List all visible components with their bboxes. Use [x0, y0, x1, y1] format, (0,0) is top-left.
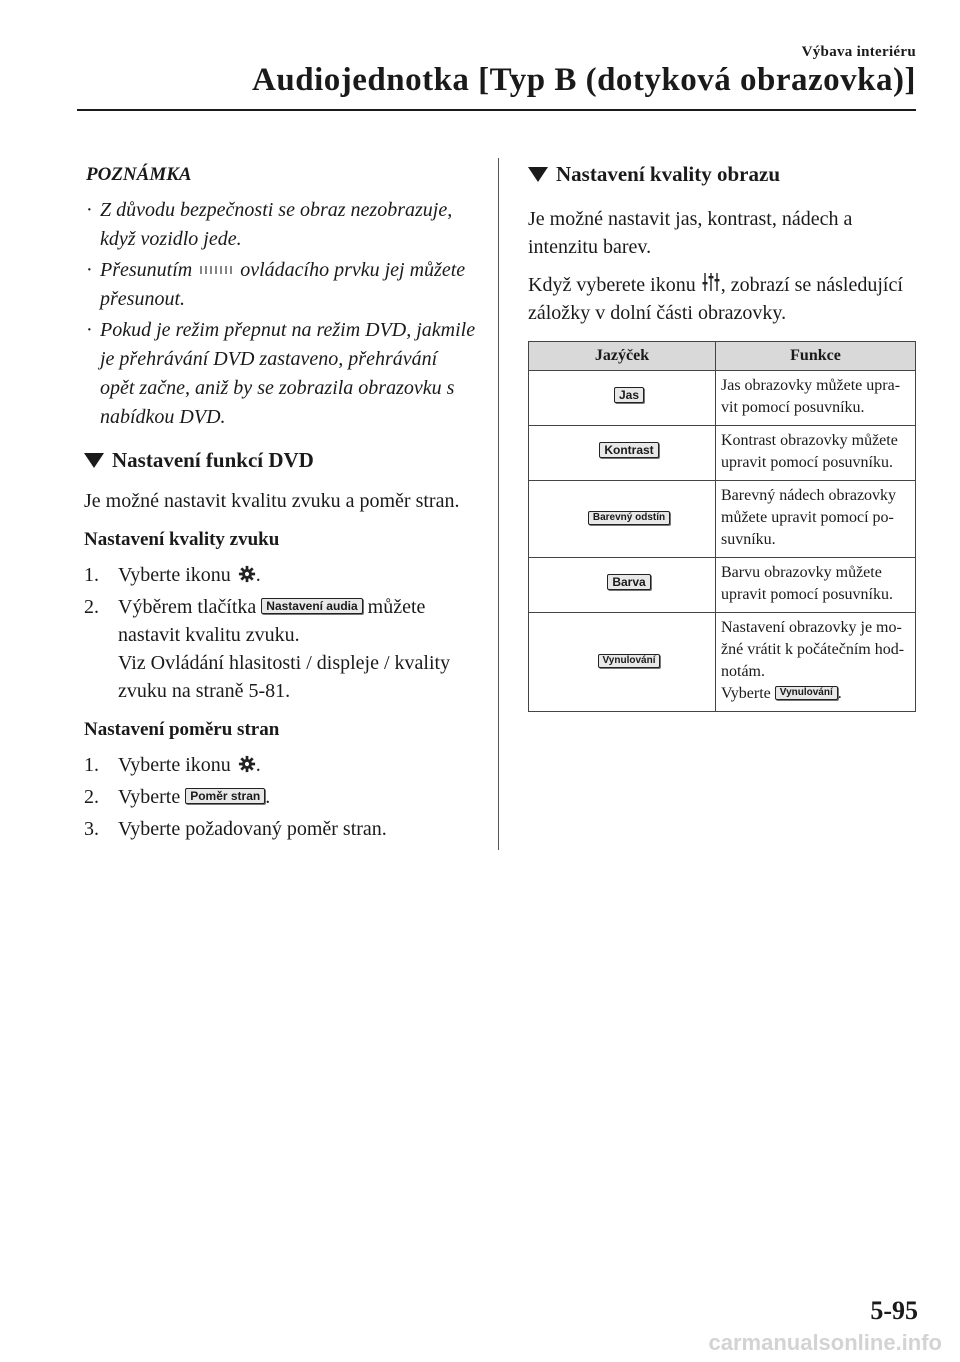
step [84, 815, 476, 843]
table-row [529, 558, 916, 613]
tab-button-reset: Vynulování [598, 654, 661, 668]
step-number: 1. [84, 564, 99, 586]
section-triangle-icon [528, 167, 548, 182]
grip-handle-icon [199, 265, 233, 275]
heading-text: Nastavení kvality obrazu [556, 162, 781, 186]
step-text: Vyberte ikonu [118, 564, 231, 586]
right-column [528, 158, 916, 712]
function-cell: Barvu obrazovky můžete upravit pomocí posuvníku. [716, 558, 916, 613]
dvd-intro: Je možné nastavit kvalitu zvuku a poměr stran. [84, 490, 460, 512]
column-header-tab: Jazýček [529, 342, 716, 371]
table-row [529, 481, 916, 558]
step-text: Vyberte požadovaný poměr stran. [118, 818, 387, 840]
extra-text: Vyberte [721, 685, 771, 702]
sliders-icon [702, 272, 720, 292]
step-end: . [255, 754, 261, 776]
tab-cell [529, 481, 716, 558]
intro-text: , zobrazí se následující záložky v dolní části obrazovky. [528, 274, 903, 324]
image-quality-intro-2 [528, 271, 916, 327]
note-text: ovládacího prvku jej můžete přesunout. [100, 259, 466, 310]
heading-text: Nastavení funkcí DVD [112, 448, 314, 472]
step-end: . [255, 564, 261, 586]
step-text: Vyberte [118, 786, 181, 808]
function-cell: Barevný nádech obrazovky můžete upravit pomocí po-suvníku. [716, 481, 916, 558]
extra-end: . [837, 685, 842, 702]
sound-quality-heading: Nastavení kvality zvuku [84, 529, 280, 550]
step-text: Vyberte ikonu [118, 754, 231, 776]
note-text: Pokud je režim přepnut na režim DVD, jakmile je přehrávání DVD zastaveno, přehrávání opět začne, aniž by se zobrazila obrazovku s nabídkou DVD. [100, 319, 476, 428]
tab-button-kontrast: Kontrast [599, 442, 658, 458]
function-cell: Jas obrazovky můžete upra-vit pomocí posuvníku. [716, 371, 916, 426]
dvd-settings-heading [84, 448, 476, 473]
aspect-ratio-heading: Nastavení poměru stran [84, 719, 280, 740]
step-text: Výběrem tlačítka [118, 596, 257, 618]
gear-icon [238, 755, 256, 773]
table-row [529, 426, 916, 481]
step-end: . [265, 786, 271, 808]
function-text: Nastavení obrazovky je mo-žné vrátit k počátečním hod-notám. [721, 619, 905, 680]
table-header-row [529, 342, 916, 371]
bullet: · [86, 259, 93, 281]
step-number: 2. [84, 786, 99, 808]
function-cell: Kontrast obrazovky můžete upravit pomocí posuvníku. [716, 426, 916, 481]
step [84, 593, 476, 705]
aspect-ratio-button: Poměr stran [185, 788, 265, 804]
tab-button-barva: Barva [607, 574, 650, 590]
step-number: 3. [84, 818, 99, 840]
left-column [84, 158, 476, 847]
step-reference: Viz Ovládání hlasitosti / displeje / kvality zvuku na straně 5-81. [118, 652, 451, 702]
image-quality-intro: Je možné nastavit jas, kontrast, nádech a intenzitu barev. [528, 208, 853, 258]
function-table [528, 341, 916, 712]
page-number: 5-95 [870, 1296, 918, 1325]
step-number: 2. [84, 596, 99, 618]
function-cell [716, 613, 916, 712]
note-item [84, 196, 476, 254]
note-item [84, 316, 476, 432]
table-row [529, 613, 916, 712]
page-title: Audiojednotka [Typ B (dotyková obrazovka)] [252, 62, 916, 98]
note-item [84, 256, 476, 314]
image-quality-heading [528, 162, 916, 187]
note-text: Z důvodu bezpečnosti se obraz nezobrazuje, když vozidlo jede. [100, 199, 453, 250]
column-divider [498, 158, 499, 850]
audio-settings-button: Nastavení audia [261, 598, 362, 614]
note-text: Přesunutím [100, 259, 193, 281]
function-extra [721, 683, 909, 705]
step [84, 751, 476, 779]
section-triangle-icon [84, 453, 104, 468]
step-number: 1. [84, 754, 99, 776]
header-rule [77, 109, 916, 111]
step [84, 561, 476, 589]
tab-button-hue: Barevný odstín [588, 511, 670, 525]
gear-icon [238, 565, 256, 583]
step [84, 783, 476, 811]
bullet: · [86, 199, 93, 221]
reset-button: Vynulování [775, 686, 838, 700]
tab-cell [529, 558, 716, 613]
tab-cell [529, 426, 716, 481]
table-row [529, 371, 916, 426]
intro-text: Když vyberete ikonu [528, 274, 696, 296]
step-text: můžete nastavit kvalitu zvuku. [118, 596, 426, 646]
tab-button-jas: Jas [614, 387, 644, 403]
tab-cell [529, 613, 716, 712]
watermark: carmanualsonline.info [708, 1330, 942, 1355]
column-header-function: Funkce [716, 342, 916, 371]
bullet: · [86, 319, 93, 341]
tab-cell [529, 371, 716, 426]
note-title: POZNÁMKA [86, 164, 192, 185]
section-title: Výbava interiéru [801, 44, 916, 60]
